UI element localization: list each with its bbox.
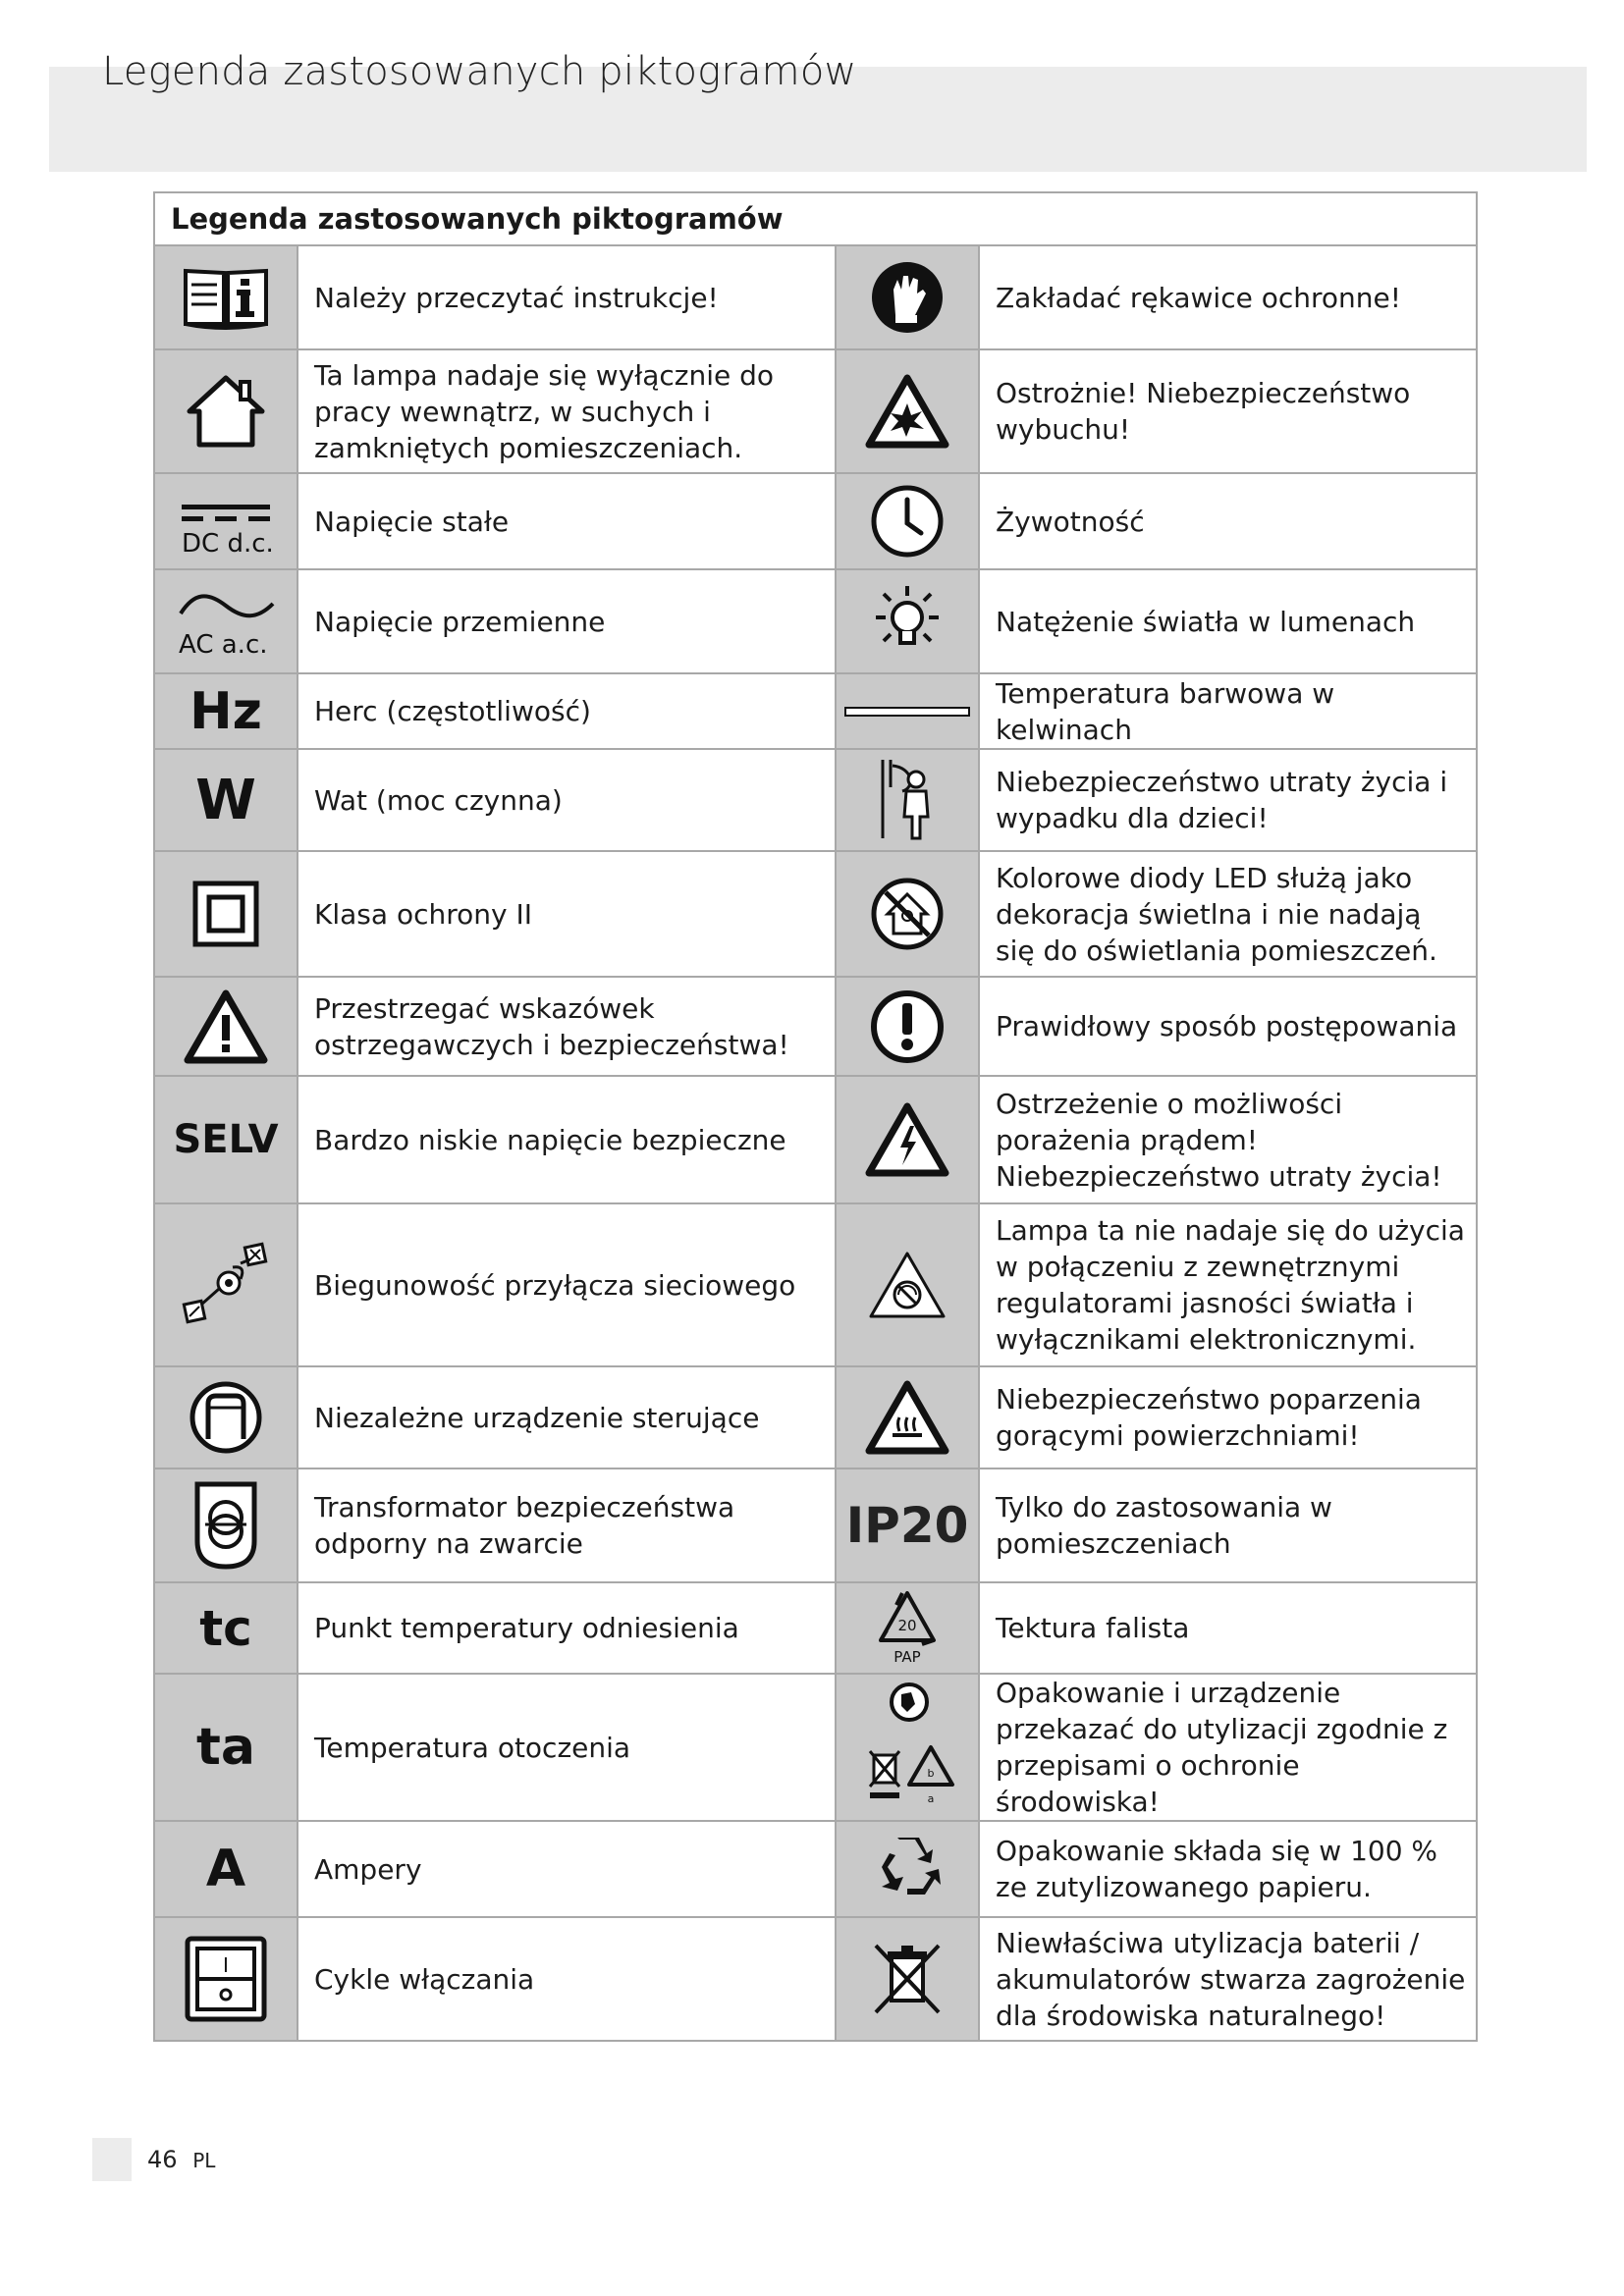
legend-text: Kolorowe diody LED służą jako dekoracja świetlna i nie nadają się do oświetlania pomieszczeń. — [979, 851, 1477, 977]
explosion-warning-icon — [836, 349, 979, 473]
legend-text: Punkt temperatury odniesienia — [298, 1582, 836, 1674]
w-icon-label: W — [195, 768, 256, 832]
table-row — [154, 245, 1477, 349]
legend-text: Należy przeczytać instrukcje! — [298, 245, 836, 349]
gloves-icon — [836, 245, 979, 349]
ac-icon-label: AC a.c. — [179, 630, 268, 659]
ta-icon — [154, 1674, 298, 1821]
table-row — [154, 977, 1477, 1076]
legend-text: Klasa ochrony II — [298, 851, 836, 977]
legend-text: Temperatura otoczenia — [298, 1674, 836, 1821]
table-row — [154, 673, 1477, 749]
electric-shock-warning-icon — [836, 1076, 979, 1203]
legend-text: Wat (moc czynna) — [298, 749, 836, 851]
table-caption: Legenda zastosowanych piktogramów — [154, 192, 1477, 245]
switch-icon — [154, 1917, 298, 2041]
a-icon-label: A — [205, 1840, 246, 1898]
warning-triangle-icon — [154, 977, 298, 1076]
hot-surface-warning-icon — [836, 1366, 979, 1468]
ip20-icon-label: IP20 — [845, 1497, 969, 1554]
selv-icon-label: SELV — [173, 1117, 279, 1162]
hz-icon — [154, 673, 298, 749]
house-icon — [154, 349, 298, 473]
table-row — [154, 1674, 1477, 1821]
protection-class-2-icon — [154, 851, 298, 977]
clock-icon — [836, 473, 979, 569]
disposal-a-label: a — [927, 1792, 935, 1805]
ip20-icon — [836, 1468, 979, 1582]
manual-info-icon — [154, 245, 298, 349]
legend-text: Cykle włączania — [298, 1917, 836, 2041]
legend-text: Ostrzeżenie o możliwości porażenia prądem! Niebezpieczeństwo utraty życia! — [979, 1076, 1477, 1203]
table-row — [154, 1821, 1477, 1917]
legend-text: Temperatura barwowa w kelwinach — [979, 673, 1477, 749]
tc-icon-label: tc — [199, 1599, 252, 1657]
table-row — [154, 851, 1477, 977]
lightbulb-icon — [836, 569, 979, 673]
pap20-number: 20 — [897, 1616, 917, 1634]
table-row — [154, 569, 1477, 673]
language-code: PL — [192, 2149, 216, 2172]
legend-text: Prawidłowy sposób postępowania — [979, 977, 1477, 1076]
legend-text: Przestrzegać wskazówek ostrzegawczych i bezpieczeństwa! — [298, 977, 836, 1076]
polarity-icon — [154, 1203, 298, 1366]
crossed-bin-icon — [836, 1917, 979, 2041]
hz-icon-label: Hz — [189, 681, 262, 741]
ac-icon — [154, 569, 298, 673]
w-icon — [154, 749, 298, 851]
legend-text: Natężenie światła w lumenach — [979, 569, 1477, 673]
exclamation-circle-icon — [836, 977, 979, 1076]
legend-text: Transformator bezpieczeństwa odporny na zwarcie — [298, 1468, 836, 1582]
legend-text: Niebezpieczeństwo poparzenia gorącymi powierzchniami! — [979, 1366, 1477, 1468]
legend-text: Biegunowość przyłącza sieciowego — [298, 1203, 836, 1366]
legend-text: Zakładać rękawice ochronne! — [979, 245, 1477, 349]
table-row — [154, 749, 1477, 851]
table-row — [154, 1582, 1477, 1674]
legend-text: Tektura falista — [979, 1582, 1477, 1674]
legend-text: Ampery — [298, 1821, 836, 1917]
legend-text: Niewłaściwa utylizacja baterii / akumulatorów stwarza zagrożenie dla środowiska naturalnego! — [979, 1917, 1477, 2041]
legend-text: Napięcie przemienne — [298, 569, 836, 673]
table-row — [154, 1468, 1477, 1582]
legend-text: Ostrożnie! Niebezpieczeństwo wybuchu! — [979, 349, 1477, 473]
footer-page-number — [147, 2146, 215, 2173]
switch-on-label: I — [223, 1953, 229, 1977]
a-icon — [154, 1821, 298, 1917]
control-gear-icon — [154, 1366, 298, 1468]
table-row — [154, 1366, 1477, 1468]
recycling-icon — [836, 1821, 979, 1917]
safety-transformer-icon — [154, 1468, 298, 1582]
table-row — [154, 473, 1477, 569]
ta-icon-label: ta — [196, 1718, 255, 1777]
table-row — [154, 1203, 1477, 1366]
legend-text: Niebezpieczeństwo utraty życia i wypadku dla dzieci! — [979, 749, 1477, 851]
legend-text: Lampa ta nie nadaje się do użycia w połączeniu z zewnętrznymi regulatorami jasności światła i wyłącznikami elektronicznymi. — [979, 1203, 1477, 1366]
disposal-b-label: b — [927, 1767, 935, 1780]
disposal-symbols-icon — [836, 1674, 979, 1821]
legend-text: Ta lampa nadaje się wyłącznie do pracy wewnątrz, w suchych i zamkniętych pomieszczeniach. — [298, 349, 836, 473]
color-temperature-bar-icon — [836, 673, 979, 749]
tc-icon — [154, 1582, 298, 1674]
legend-text: Tylko do zastosowania w pomieszczeniach — [979, 1468, 1477, 1582]
no-room-lighting-icon — [836, 851, 979, 977]
pictogram-legend-table — [153, 191, 1478, 2042]
legend-text: Opakowanie i urządzenie przekazać do utylizacji zgodnie z przepisami o ochronie środowiska! — [979, 1674, 1477, 1821]
legend-text: Opakowanie składa się w 100 % ze zutylizowanego papieru. — [979, 1821, 1477, 1917]
page-title: Legenda zastosowanych piktogramów — [102, 49, 857, 94]
legend-text: Żywotność — [979, 473, 1477, 569]
selv-icon — [154, 1076, 298, 1203]
pap20-label: PAP — [893, 1647, 921, 1666]
table-row — [154, 1917, 1477, 2041]
legend-text: Bardzo niskie napięcie bezpieczne — [298, 1076, 836, 1203]
table-row — [154, 349, 1477, 473]
child-cord-danger-icon — [836, 749, 979, 851]
page-number: 46 — [147, 2146, 178, 2173]
legend-text: Herc (częstotliwość) — [298, 673, 836, 749]
no-dimmer-icon — [836, 1203, 979, 1366]
dc-icon-label: DC d.c. — [182, 529, 274, 556]
footer-page-box — [92, 2138, 132, 2181]
legend-text: Niezależne urządzenie sterujące — [298, 1366, 836, 1468]
legend-text: Napięcie stałe — [298, 473, 836, 569]
dc-icon — [154, 473, 298, 569]
table-row — [154, 1076, 1477, 1203]
pap20-recycling-icon — [836, 1582, 979, 1674]
